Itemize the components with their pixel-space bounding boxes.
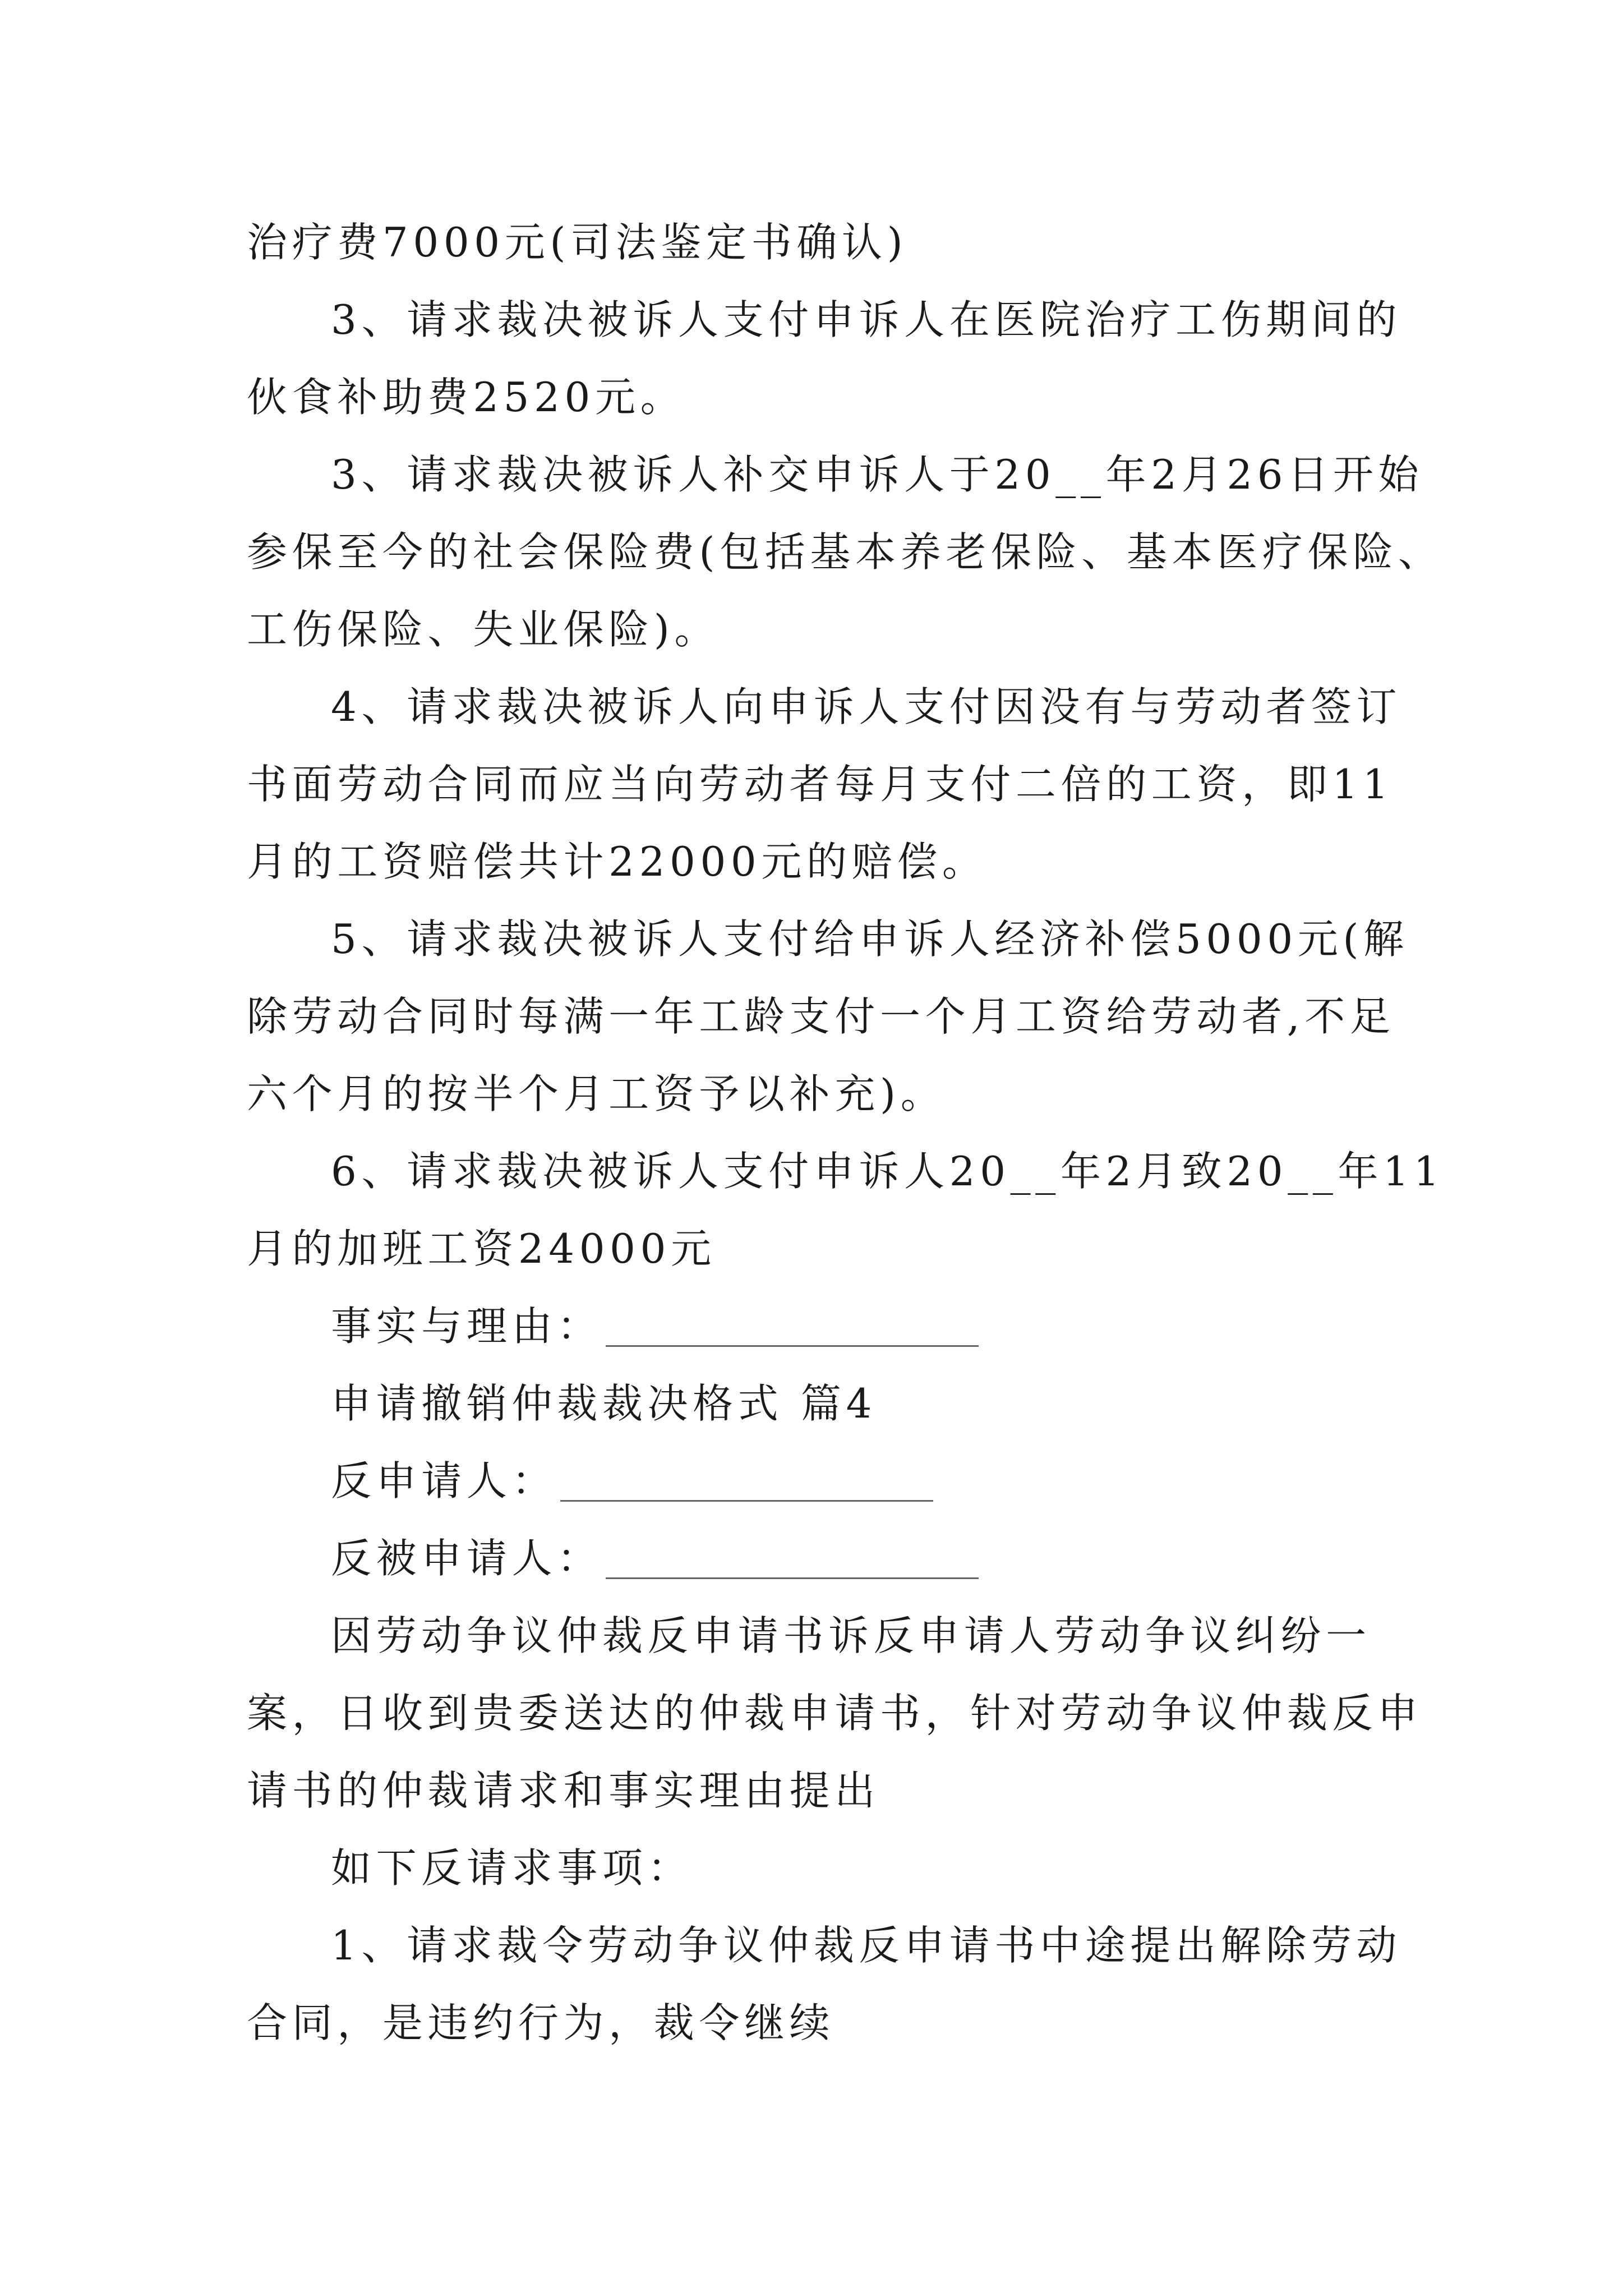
text-line: 5、请求裁决被诉人支付给申诉人经济补偿5000元(解: [331, 915, 1409, 963]
text-line: 6、请求裁决被诉人支付申诉人20__年2月致20__年11: [331, 1148, 1445, 1195]
facts-field: [331, 1298, 979, 1354]
text-line: 3、请求裁决被诉人补交申诉人于20__年2月26日开始: [331, 451, 1424, 498]
text-line: 工伤保险、失业保险)。: [247, 606, 720, 653]
text-line: 3、请求裁决被诉人支付申诉人在医院治疗工伤期间的: [331, 296, 1402, 343]
facts-label: 事实与理由：: [331, 1303, 602, 1350]
body-line: 合同，是违约行为，裁令继续: [247, 1999, 835, 2046]
text-line: 月的工资赔偿共计22000元的赔偿。: [247, 838, 988, 885]
counter-respondent-label: 反被申请人：: [331, 1535, 602, 1582]
body-line: 案，日收到贵委送达的仲裁申请书，针对劳动争议仲裁反申: [247, 1690, 1423, 1737]
counter-applicant-blank[interactable]: [560, 1461, 933, 1502]
text-line: 治疗费7000元(司法鉴定书确认): [247, 219, 908, 266]
counter-respondent-blank[interactable]: [606, 1538, 979, 1579]
text-line: 参保至今的社会保险费(包括基本养老保险、基本医疗保险、: [247, 528, 1444, 576]
counter-applicant-field: [331, 1453, 933, 1509]
text-line: 六个月的按半个月工资予以补充)。: [247, 1070, 946, 1117]
counter-applicant-label: 反申请人：: [331, 1457, 557, 1504]
body-line: 请书的仲裁请求和事实理由提出: [247, 1767, 880, 1814]
text-line: 月的加班工资24000元: [247, 1225, 716, 1272]
section-heading: 申请撤销仲裁裁决格式 篇4: [331, 1380, 877, 1427]
body-line: 如下反请求事项：: [331, 1844, 693, 1892]
text-line: 伙食补助费2520元。: [247, 374, 686, 421]
text-line: 书面劳动合同而应当向劳动者每月支付二倍的工资，即11: [247, 761, 1394, 808]
counter-respondent-field: [331, 1530, 979, 1586]
body-line: 因劳动争议仲裁反申请书诉反申请人劳动争议纠纷一: [331, 1612, 1371, 1659]
body-line: 1、请求裁令劳动争议仲裁反申请书中途提出解除劳动: [331, 1922, 1402, 1969]
facts-blank[interactable]: [606, 1306, 979, 1347]
text-line: 除劳动合同时每满一年工龄支付一个月工资给劳动者,不足: [247, 993, 1395, 1040]
text-line: 4、请求裁决被诉人向申诉人支付因没有与劳动者签订: [331, 683, 1402, 730]
